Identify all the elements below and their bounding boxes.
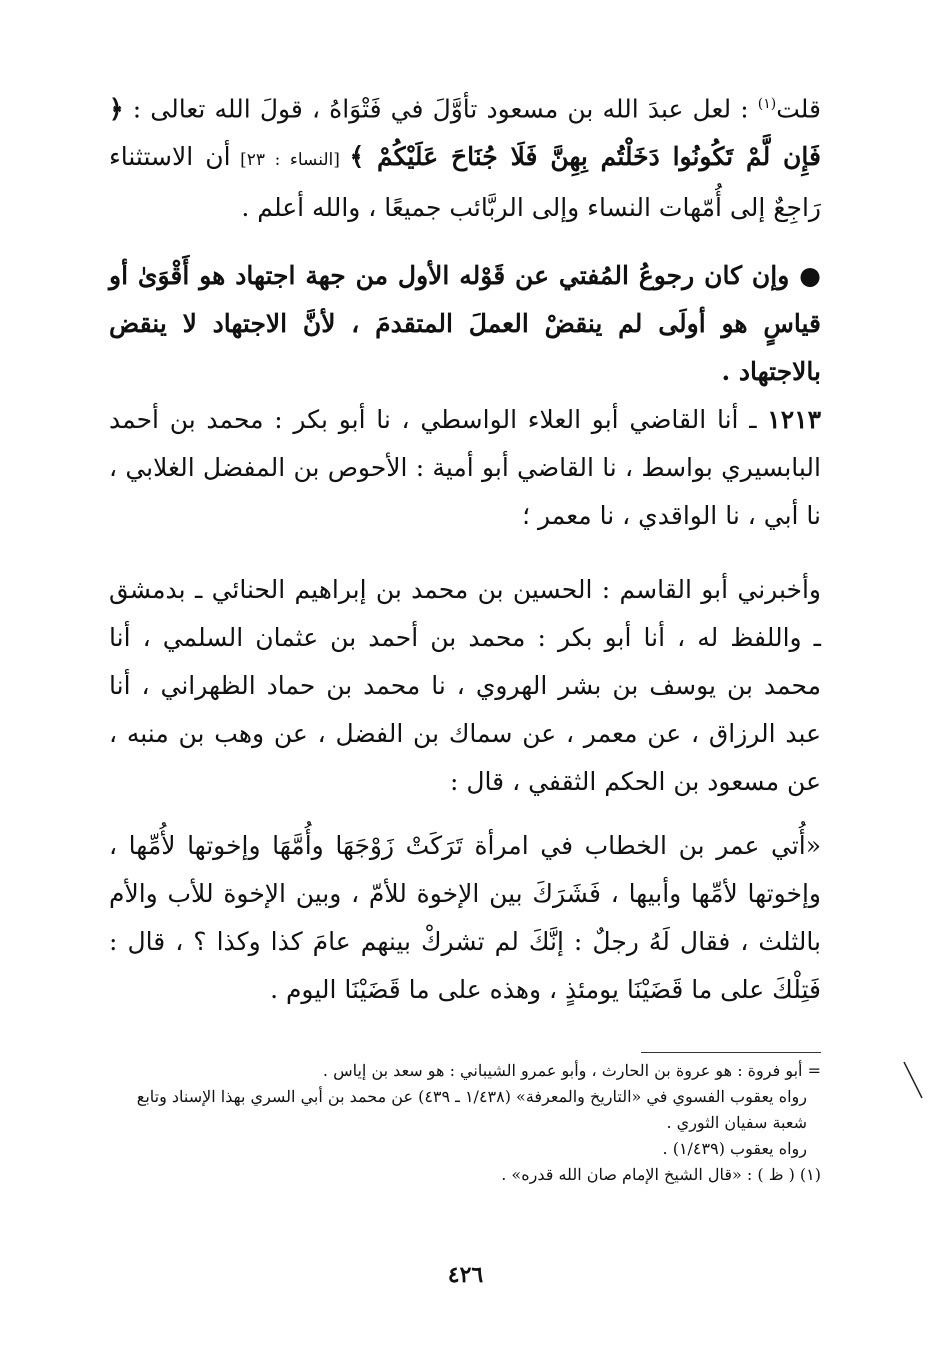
paragraph-4-text: وأخبرني أبو القاسم : الحسين بن محمد بن إبراهيم الحنائي ـ بدمشق ـ واللفظ له ، أنا أبو بكر : محمد بن أحمد بن عثمان السلمي ، أنا محمد بن يوسف بن بشر الهروي ، نا محمد بن حماد الظهراني ، أنا عبد الرزاق ، عن معمر ، عن سماك بن الفضل ، عن وهب بن منبه ، عن مسعود بن الحكم الثقفي ، قال : [109,575,821,796]
paragraph-1-lead: قلت [776,94,821,124]
paragraph-1-text-a: : لعل عبدَ الله بن مسعود تأوَّلَ في فَتْوَاهُ ، قولَ الله تعالى : [123,94,758,124]
paragraph-4 [109,566,821,806]
paragraph-3-body: ـ أنا القاضي أبو العلاء الواسطي ، نا أبو بكر : محمد بن أحمد البابسيري بواسط ، نا القاضي أبو أمية : الأحوص بن المفضل الغلابي ، نا أبي ، نا الواقدي ، نا معمر ؛ [109,405,821,530]
footnote-continuation-3: رواه يعقوب (١/٤٣٩) . [662,1139,807,1158]
paragraph-2-text: ● وإن كان رجوعُ المُفتي عن قَوْله الأول من جهة اجتهاد هو أَقْوَىٰ أو قياسٍ هو أولَى لم ينقضْ العملَ المتقدمَ ، لأنَّ الاجتهاد لا ينقض بالاجتهاد . [109,261,821,386]
quran-verse: ﴿ فَإِن لَّمْ تَكُونُوا دَخَلْتُم بِهِنَّ فَلَا جُنَاحَ عَلَيْكُمْ ﴾ [109,94,821,172]
footnote-reference-1[interactable]: (١) [757,96,777,112]
hadith-number: ١٢١٣ [767,405,821,434]
footnote-continuation-2: رواه يعقوب الفسوي في «التاريخ والمعرفة» (١/٤٣٨ ـ ٤٣٩) عن محمد بن أبي السري بهذا الإسناد وتابع شعبة سفيان الثوري . [136,1087,807,1132]
paragraph-1-text-b: أن الاستثناء رَاجِعٌ إلى أُمّهات النساء وإلى الربَّائب جميعًا ، والله أعلم . [109,142,821,223]
paragraph-2 [109,252,821,396]
page-number: ٤٢٦ [447,1262,484,1288]
paragraph-1 [109,80,821,232]
paragraph-3-text [109,396,821,540]
paragraph-1-text [109,80,821,232]
footnotes-section [109,1058,821,1188]
paragraph-5-text: «أُتي عمر بن الخطاب في امرأة تَرَكَتْ زَوْجَهَا وأُمَّهَا وإخوتها لأُمِّها ، وإخوتها لأمِّها وأبيها ، فَشَرَكَ بين الإخوة للأمّ ، وبين الإخوة للأب والأم بالثلث ، فقال لَهُ رجلٌ : إنَّكَ لم تشركْ بينهم عامَ كذا وكذا ؟ ، قال : فَتِلْكَ على ما قَضَيْنَا يومئذٍ ، وهذه على ما قَضَيْنَا اليوم . [109,831,821,1004]
footnote-continuation-1: = أبو فروة : هو عروة بن الحارث ، وأبو عمرو الشيباني : هو سعد بن إياس . [322,1061,821,1080]
verse-reference: [النساء : ٢٣] [230,150,350,171]
paragraph-5 [109,822,821,1014]
footnote-divider [641,1052,821,1053]
footnote-1: (١) ( ظ ) : «قال الشيخ الإمام صان الله قدره» . [501,1165,821,1184]
paragraph-3 [109,396,821,540]
scan-mark [902,1060,924,1100]
